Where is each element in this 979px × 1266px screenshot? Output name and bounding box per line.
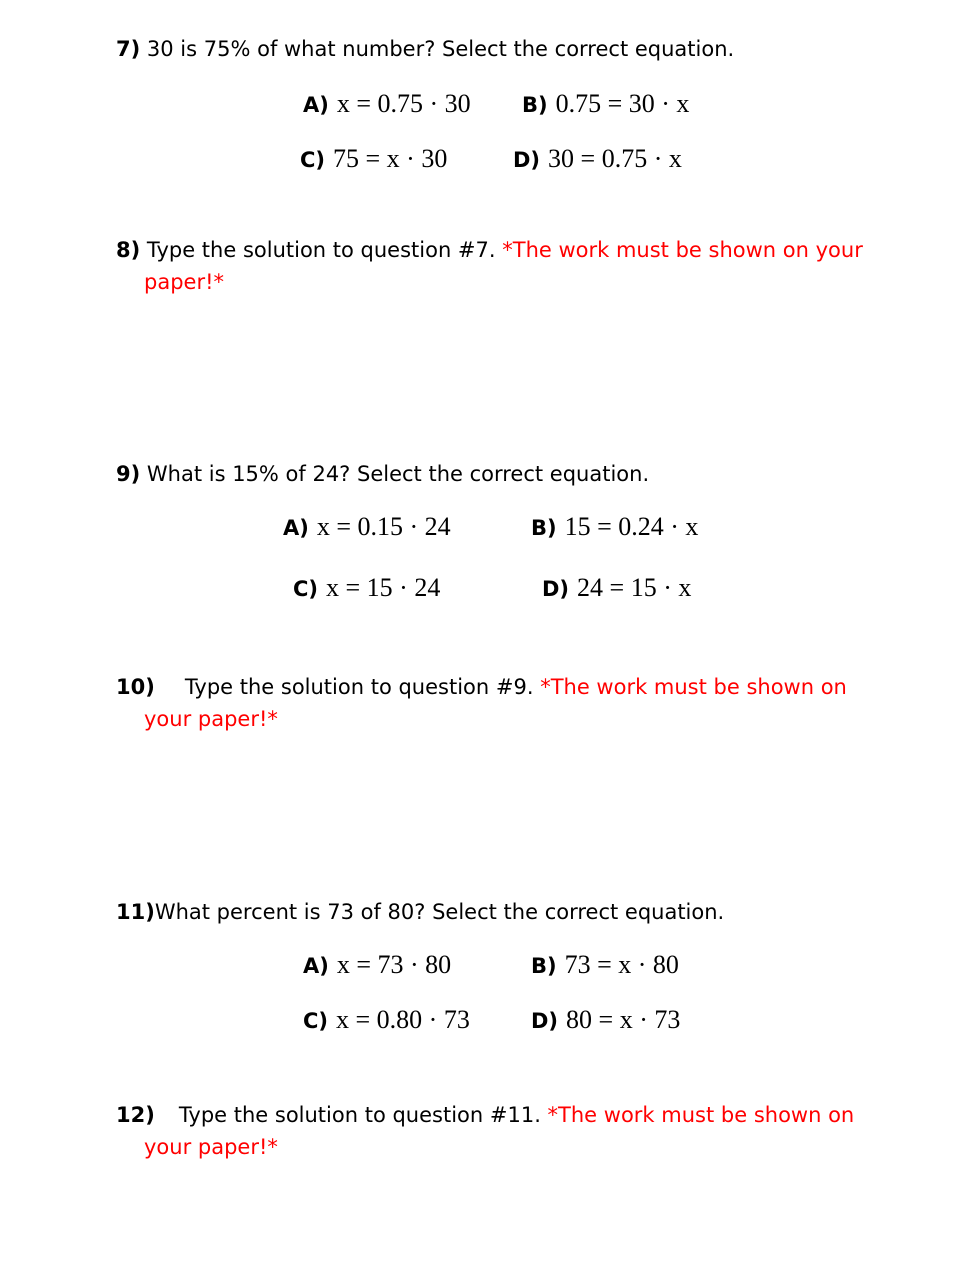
choice-7c[interactable] <box>300 143 447 176</box>
question-12 <box>116 1099 854 1131</box>
question-8 <box>116 234 863 266</box>
work-note-continuation: paper!* <box>144 270 225 294</box>
choice-letter: A) <box>303 93 329 117</box>
choice-7b[interactable] <box>522 88 689 121</box>
choice-7a[interactable] <box>303 88 471 121</box>
choice-letter: D) <box>542 577 570 601</box>
choice-11c[interactable] <box>303 1004 470 1037</box>
question-text: Type the solution to question #9. <box>184 675 541 699</box>
choice-letter: C) <box>300 148 326 172</box>
choice-equation: 24 = 15 · x <box>577 573 692 602</box>
choice-letter: C) <box>293 577 319 601</box>
question-number: 11) <box>116 900 155 924</box>
choice-equation: x = 15 · 24 <box>326 573 441 602</box>
choice-letter: B) <box>531 954 557 978</box>
question-text: What is 15% of 24? Select the correct equation. <box>140 462 650 486</box>
choice-letter: C) <box>303 1009 329 1033</box>
choice-9a[interactable] <box>283 511 451 544</box>
choice-11d[interactable] <box>531 1004 680 1037</box>
work-note: *The work must be shown on <box>540 675 847 699</box>
choice-equation: 80 = x · 73 <box>566 1005 681 1034</box>
question-10 <box>116 671 847 703</box>
choice-letter: B) <box>531 516 557 540</box>
choice-equation: x = 0.75 · 30 <box>336 89 471 118</box>
choice-9b[interactable] <box>531 511 698 544</box>
question-text: Type the solution to question #7. <box>140 238 503 262</box>
choice-equation: x = 0.15 · 24 <box>316 512 451 541</box>
choice-letter: B) <box>522 93 548 117</box>
question-7 <box>116 33 734 65</box>
choice-letter: A) <box>303 954 329 978</box>
work-note-continuation: your paper!* <box>144 1135 278 1159</box>
choice-equation: 15 = 0.24 · x <box>564 512 699 541</box>
choice-equation: 73 = x · 80 <box>564 950 679 979</box>
question-11 <box>116 896 724 928</box>
choice-equation: 75 = x · 30 <box>333 144 448 173</box>
choice-9c[interactable] <box>293 572 440 605</box>
choice-11a[interactable] <box>303 949 451 982</box>
question-text: 30 is 75% of what number? Select the correct equation. <box>140 37 735 61</box>
question-number: 12) <box>116 1103 155 1127</box>
question-9 <box>116 458 649 490</box>
choice-11b[interactable] <box>531 949 679 982</box>
work-note: *The work must be shown on your <box>502 238 863 262</box>
question-number: 10) <box>116 675 155 699</box>
work-note-continuation: your paper!* <box>144 707 278 731</box>
choice-7d[interactable] <box>513 143 682 176</box>
choice-letter: D) <box>531 1009 559 1033</box>
question-text: What percent is 73 of 80? Select the correct equation. <box>154 900 725 924</box>
question-number: 7) <box>116 37 141 61</box>
choice-equation: 30 = 0.75 · x <box>548 144 682 173</box>
question-number: 9) <box>116 462 141 486</box>
choice-equation: x = 73 · 80 <box>336 950 452 979</box>
choice-letter: A) <box>283 516 309 540</box>
choice-equation: x = 0.80 · 73 <box>336 1005 470 1034</box>
question-text: Type the solution to question #11. <box>178 1103 548 1127</box>
choice-equation: 0.75 = 30 · x <box>555 89 690 118</box>
work-note: *The work must be shown on <box>547 1103 855 1127</box>
choice-9d[interactable] <box>542 572 691 605</box>
question-number: 8) <box>116 238 141 262</box>
choice-letter: D) <box>513 148 541 172</box>
